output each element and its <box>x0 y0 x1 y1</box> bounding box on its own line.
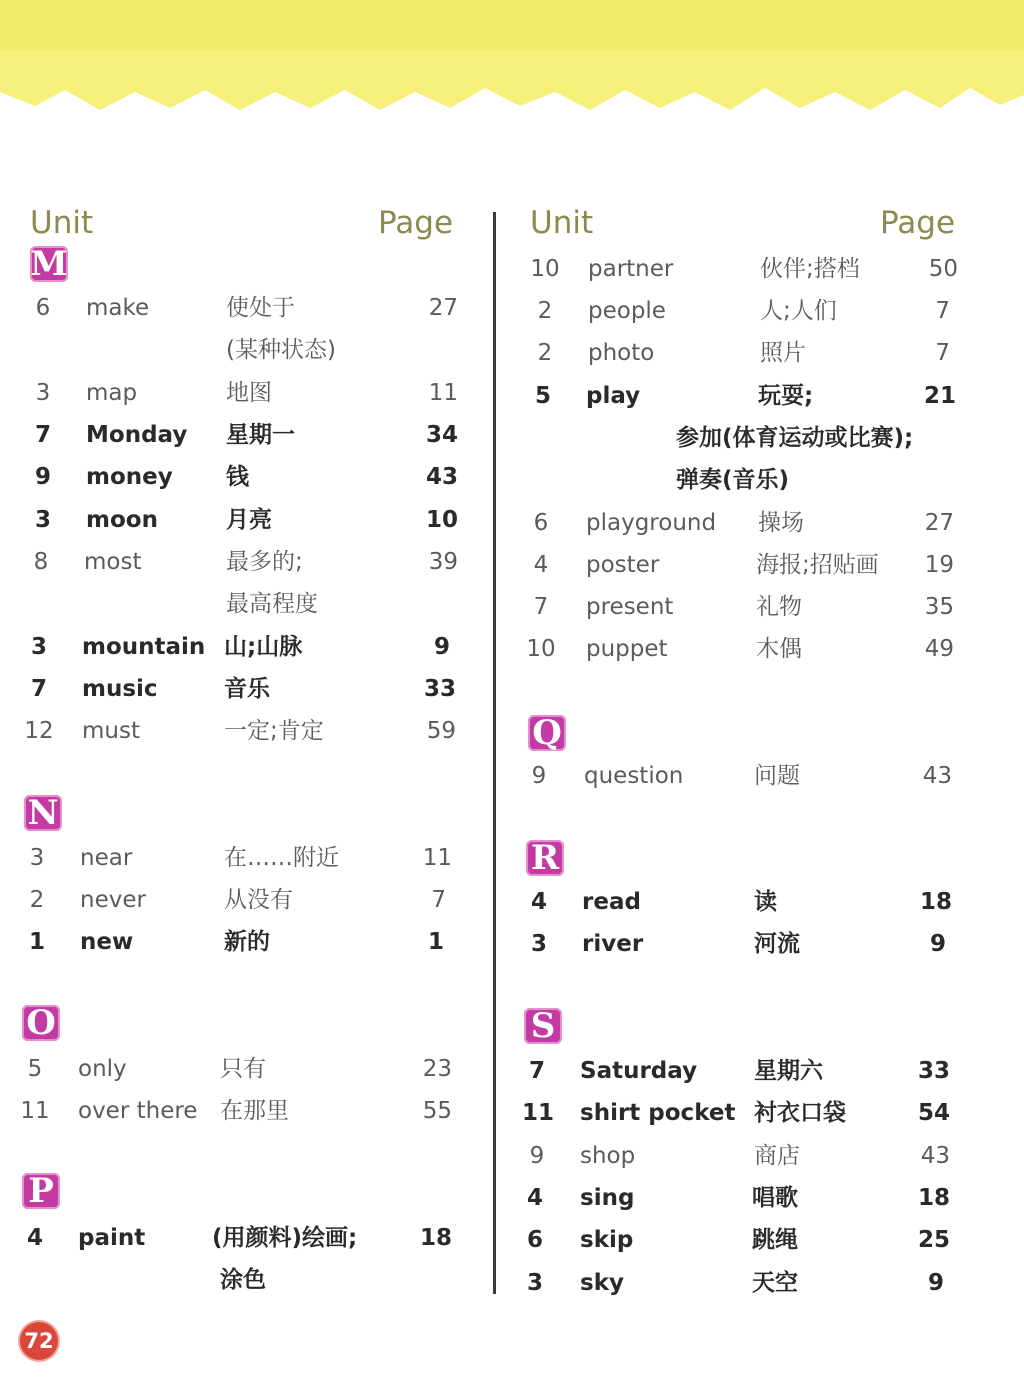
entry-unit: 2 <box>29 887 45 913</box>
entry-meaning: 唱歌 <box>752 1185 798 1211</box>
entry-unit: 3 <box>34 507 51 533</box>
entry-word: Saturday <box>580 1058 698 1084</box>
entry-page: 23 <box>422 1056 452 1082</box>
entry-meaning-continued: 涂色 <box>220 1267 266 1293</box>
entry-meaning: 操场 <box>758 510 804 536</box>
entry-page: 50 <box>928 256 958 282</box>
entry-unit: 9 <box>34 464 51 490</box>
entry-unit: 9 <box>531 763 547 789</box>
entry-moon <box>0 500 490 540</box>
entry-word: map <box>86 380 138 406</box>
entry-page: 39 <box>428 549 458 575</box>
entry-meaning-continued: 弹奏(音乐) <box>676 467 790 493</box>
entry-unit: 4 <box>526 1185 543 1211</box>
entry-page: 1 <box>427 929 444 955</box>
entry-unit: 9 <box>529 1143 545 1169</box>
entry-word: moon <box>86 507 158 533</box>
entry-unit: 4 <box>26 1225 43 1251</box>
entry-word: playground <box>586 510 717 536</box>
entry-meaning: 玩耍; <box>758 383 814 409</box>
entry-mountain <box>0 627 490 667</box>
entry-meaning: 最多的; <box>226 549 303 575</box>
entry-must <box>0 711 490 751</box>
entry-word: over there <box>78 1098 198 1124</box>
entry-word: photo <box>588 340 655 366</box>
entry-unit: 11 <box>20 1098 50 1124</box>
entry-word: play <box>586 383 641 409</box>
page-number-badge: 72 <box>20 1322 58 1360</box>
entry-word: partner <box>588 256 674 282</box>
entry-new <box>0 922 490 962</box>
entry-unit: 6 <box>526 1227 543 1253</box>
entry-make <box>0 288 490 328</box>
entry-page: 9 <box>433 634 450 660</box>
entry-page: 35 <box>924 594 954 620</box>
entry-unit: 4 <box>530 889 547 915</box>
right-unit-header: Unit <box>530 205 594 241</box>
entry-meaning: 地图 <box>226 380 272 406</box>
entry-page: 7 <box>431 887 446 913</box>
entry-page: 11 <box>422 845 452 871</box>
letter-badge-m: M <box>30 244 68 284</box>
entry-over-there <box>0 1091 490 1131</box>
entry-page: 43 <box>922 763 952 789</box>
entry-page: 27 <box>428 295 458 321</box>
entry-meaning: 商店 <box>754 1143 800 1169</box>
entry-word: poster <box>586 552 660 578</box>
entry-unit: 6 <box>533 510 549 536</box>
entry-question <box>500 756 1024 796</box>
entry-word: skip <box>580 1227 634 1253</box>
entry-meaning: 跳绳 <box>752 1227 798 1253</box>
entry-unit: 12 <box>24 718 54 744</box>
entry-page: 7 <box>935 298 950 324</box>
entry-meaning: 读 <box>754 889 777 915</box>
entry-river <box>500 924 1024 964</box>
entry-word: people <box>588 298 666 324</box>
entry-playground <box>500 503 1024 543</box>
entry-word: shirt pocket <box>580 1100 736 1126</box>
entry-meaning: 星期六 <box>754 1058 823 1084</box>
entry-word: shop <box>580 1143 636 1169</box>
top-zigzag-banner <box>0 0 1024 125</box>
entry-unit: 7 <box>528 1058 545 1084</box>
entry-play <box>500 376 1024 416</box>
entry-sky <box>500 1263 1024 1303</box>
entry-meaning: 山;山脉 <box>224 634 303 660</box>
entry-unit: 10 <box>530 256 560 282</box>
entry-meaning: 问题 <box>754 763 800 789</box>
entry-monday <box>0 415 490 455</box>
entry-meaning: 衬衣口袋 <box>754 1100 846 1126</box>
entry-word: near <box>80 845 133 871</box>
entry-never <box>0 880 490 920</box>
entry-meaning: 在那里 <box>220 1098 289 1124</box>
entry-meaning: 木偶 <box>756 636 802 662</box>
entry-page: 7 <box>935 340 950 366</box>
entry-meaning-continued: 最高程度 <box>226 591 318 617</box>
entry-meaning: 从没有 <box>224 887 293 913</box>
entry-meaning: 只有 <box>220 1056 266 1082</box>
entry-page: 9 <box>929 931 946 957</box>
entry-sing <box>500 1178 1024 1218</box>
entry-page: 21 <box>923 383 956 409</box>
entry-unit: 7 <box>30 676 47 702</box>
entry-shirt-pocket <box>500 1093 1024 1133</box>
entry-unit: 3 <box>530 931 547 957</box>
entry-word: read <box>582 889 641 915</box>
letter-badge-o: O <box>22 1005 60 1041</box>
entry-paint <box>0 1218 490 1258</box>
entry-meaning: 一定;肯定 <box>224 718 324 744</box>
letter-badge-r: R <box>526 840 564 876</box>
entry-page: 11 <box>428 380 458 406</box>
entry-word: only <box>78 1056 127 1082</box>
entry-meaning: 星期一 <box>226 422 295 448</box>
entry-word: sky <box>580 1270 624 1296</box>
entry-map <box>0 373 490 413</box>
entry-page: 18 <box>419 1225 452 1251</box>
entry-present <box>500 587 1024 627</box>
entry-money <box>0 457 490 497</box>
entry-photo <box>500 333 1024 373</box>
entry-unit: 10 <box>526 636 556 662</box>
entry-unit: 3 <box>30 634 47 660</box>
entry-unit: 4 <box>533 552 549 578</box>
entry-meaning: (用颜料)绘画; <box>212 1225 358 1251</box>
entry-unit: 2 <box>537 340 553 366</box>
entry-meaning: 天空 <box>752 1270 798 1296</box>
entry-unit: 3 <box>526 1270 543 1296</box>
entry-meaning: 伙伴;搭档 <box>760 256 860 282</box>
left-unit-header: Unit <box>30 205 94 241</box>
entry-shop <box>500 1136 1024 1176</box>
entry-meaning: 使处于 <box>226 295 295 321</box>
letter-badge-s: S <box>524 1008 562 1044</box>
entry-unit: 11 <box>522 1100 555 1126</box>
entry-page: 49 <box>924 636 954 662</box>
entry-page: 59 <box>426 718 456 744</box>
entry-word: paint <box>78 1225 146 1251</box>
entry-unit: 5 <box>534 383 551 409</box>
entry-word: river <box>582 931 644 957</box>
entry-word: sing <box>580 1185 635 1211</box>
entry-page: 27 <box>924 510 954 536</box>
right-page-header: Page <box>880 205 956 241</box>
column-divider <box>493 212 496 1294</box>
entry-page: 25 <box>917 1227 950 1253</box>
entry-page: 54 <box>917 1100 950 1126</box>
entry-unit: 7 <box>34 422 51 448</box>
entry-page: 9 <box>927 1270 944 1296</box>
entry-word: music <box>82 676 158 702</box>
entry-word: must <box>82 718 140 744</box>
entry-page: 18 <box>919 889 952 915</box>
entry-read <box>500 882 1024 922</box>
entry-page: 43 <box>425 464 458 490</box>
entry-word: present <box>586 594 674 620</box>
entry-meaning: 钱 <box>226 464 249 490</box>
entry-word: make <box>86 295 150 321</box>
entry-partner <box>500 249 1024 289</box>
entry-only <box>0 1049 490 1089</box>
entry-meaning: 在……附近 <box>224 845 339 871</box>
entry-page: 34 <box>425 422 458 448</box>
entry-unit: 3 <box>29 845 45 871</box>
entry-meaning-continued: 参加(体育运动或比赛); <box>676 425 914 451</box>
entry-page: 43 <box>920 1143 950 1169</box>
entry-word: question <box>584 763 684 789</box>
entry-most <box>0 542 490 582</box>
letter-badge-q: Q <box>528 715 566 751</box>
entry-people <box>500 291 1024 331</box>
entry-word: most <box>84 549 142 575</box>
entry-page: 55 <box>422 1098 452 1124</box>
entry-word: puppet <box>586 636 668 662</box>
entry-page: 18 <box>917 1185 950 1211</box>
entry-unit: 2 <box>537 298 553 324</box>
entry-unit: 8 <box>33 549 49 575</box>
entry-meaning: 月亮 <box>226 507 272 533</box>
entry-saturday <box>500 1051 1024 1091</box>
entry-poster <box>500 545 1024 585</box>
entry-meaning: 礼物 <box>756 594 802 620</box>
entry-music <box>0 669 490 709</box>
entry-unit: 1 <box>28 929 45 955</box>
entry-meaning: 海报;招贴画 <box>756 552 879 578</box>
letter-badge-n: N <box>24 795 62 831</box>
entry-unit: 3 <box>35 380 51 406</box>
entry-word: never <box>80 887 146 913</box>
entry-unit: 7 <box>533 594 549 620</box>
entry-word: new <box>80 929 134 955</box>
entry-word: Monday <box>86 422 188 448</box>
entry-meaning-continued: (某种状态) <box>226 337 336 363</box>
entry-page: 33 <box>917 1058 950 1084</box>
entry-page: 10 <box>425 507 458 533</box>
entry-meaning: 新的 <box>224 929 270 955</box>
entry-meaning: 河流 <box>754 931 800 957</box>
entry-page: 19 <box>924 552 954 578</box>
left-page-header: Page <box>378 205 454 241</box>
entry-page: 33 <box>423 676 456 702</box>
letter-badge-p: P <box>22 1173 60 1209</box>
entry-meaning: 照片 <box>760 340 806 366</box>
entry-meaning: 人;人们 <box>760 298 837 324</box>
entry-near <box>0 838 490 878</box>
entry-puppet <box>500 629 1024 669</box>
entry-meaning: 音乐 <box>224 676 270 702</box>
entry-unit: 6 <box>35 295 51 321</box>
entry-word: mountain <box>82 634 206 660</box>
entry-unit: 5 <box>27 1056 43 1082</box>
entry-skip <box>500 1220 1024 1260</box>
entry-word: money <box>86 464 173 490</box>
